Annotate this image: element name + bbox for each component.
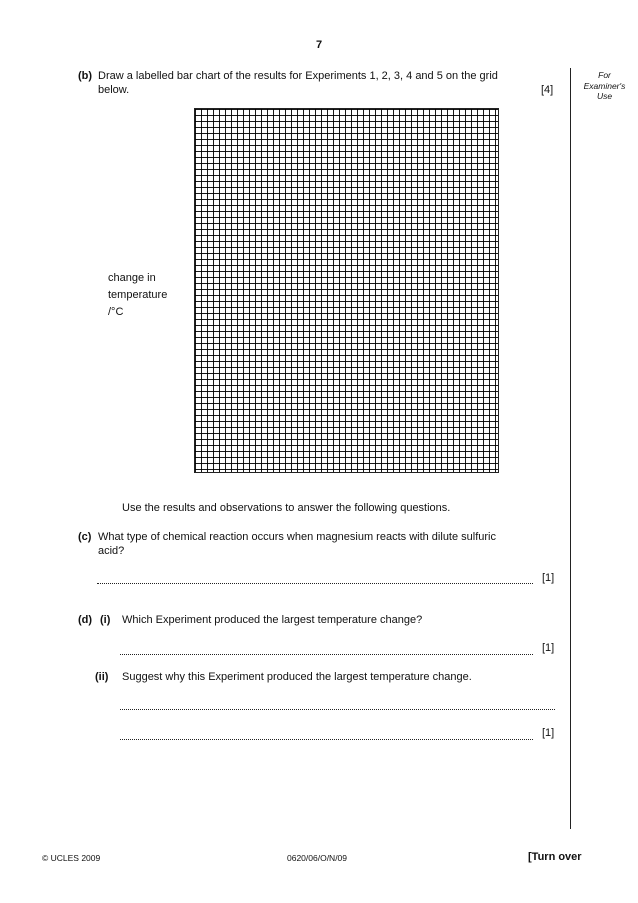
question-c-text (98, 530, 496, 558)
examiner-note-line: Examiner's (583, 80, 626, 91)
question-c-label: (c) (78, 531, 92, 543)
question-b-text-line: Draw a labelled bar chart of the results for Experiments 1, 2, 3, 4 and 5 on the grid (98, 70, 498, 82)
question-d-i-label: (i) (100, 614, 111, 626)
y-axis-label-line: change in (108, 272, 156, 284)
y-axis-label-line: temperature (108, 289, 168, 301)
answer-line-c[interactable] (97, 583, 533, 584)
examiner-note-line: Use (596, 91, 613, 101)
question-d-ii-marks: [1] (542, 727, 555, 739)
instruction-text: Use the results and observations to answer the following questions. (122, 502, 451, 514)
y-axis-label-line: /°C (108, 306, 124, 318)
page-number: 7 (315, 39, 323, 51)
question-c-text-line: What type of chemical reaction occurs when magnesium reacts with dilute sulfuric (98, 531, 497, 543)
question-d-ii-label: (ii) (95, 671, 109, 683)
answer-line-d-ii-2[interactable] (120, 739, 533, 740)
graph-grid[interactable] (194, 108, 499, 473)
footer-code: 0620/06/O/N/09 (287, 853, 348, 863)
question-d-label: (d) (78, 614, 93, 626)
y-axis-label (108, 270, 167, 321)
question-d-i-text: Which Experiment produced the largest temperature change? (122, 614, 423, 626)
answer-line-d-i[interactable] (120, 654, 533, 655)
question-c-marks: [1] (542, 572, 555, 584)
footer-turn-over: [Turn over (528, 851, 582, 863)
question-b-text (98, 69, 538, 97)
examiner-margin-line (570, 68, 571, 829)
question-c-text-line: acid? (98, 545, 125, 557)
question-d-ii-text: Suggest why this Experiment produced the largest temperature change. (122, 671, 472, 683)
answer-line-d-ii-1[interactable] (120, 709, 555, 710)
examiner-use-note (571, 70, 638, 102)
question-d-i-marks: [1] (542, 642, 555, 654)
question-b-text-line: below. (98, 84, 130, 96)
footer-copyright: © UCLES 2009 (42, 853, 101, 863)
question-b-marks: [4] (541, 84, 554, 96)
question-b-label: (b) (78, 70, 93, 82)
examiner-note-line: For (598, 70, 611, 80)
